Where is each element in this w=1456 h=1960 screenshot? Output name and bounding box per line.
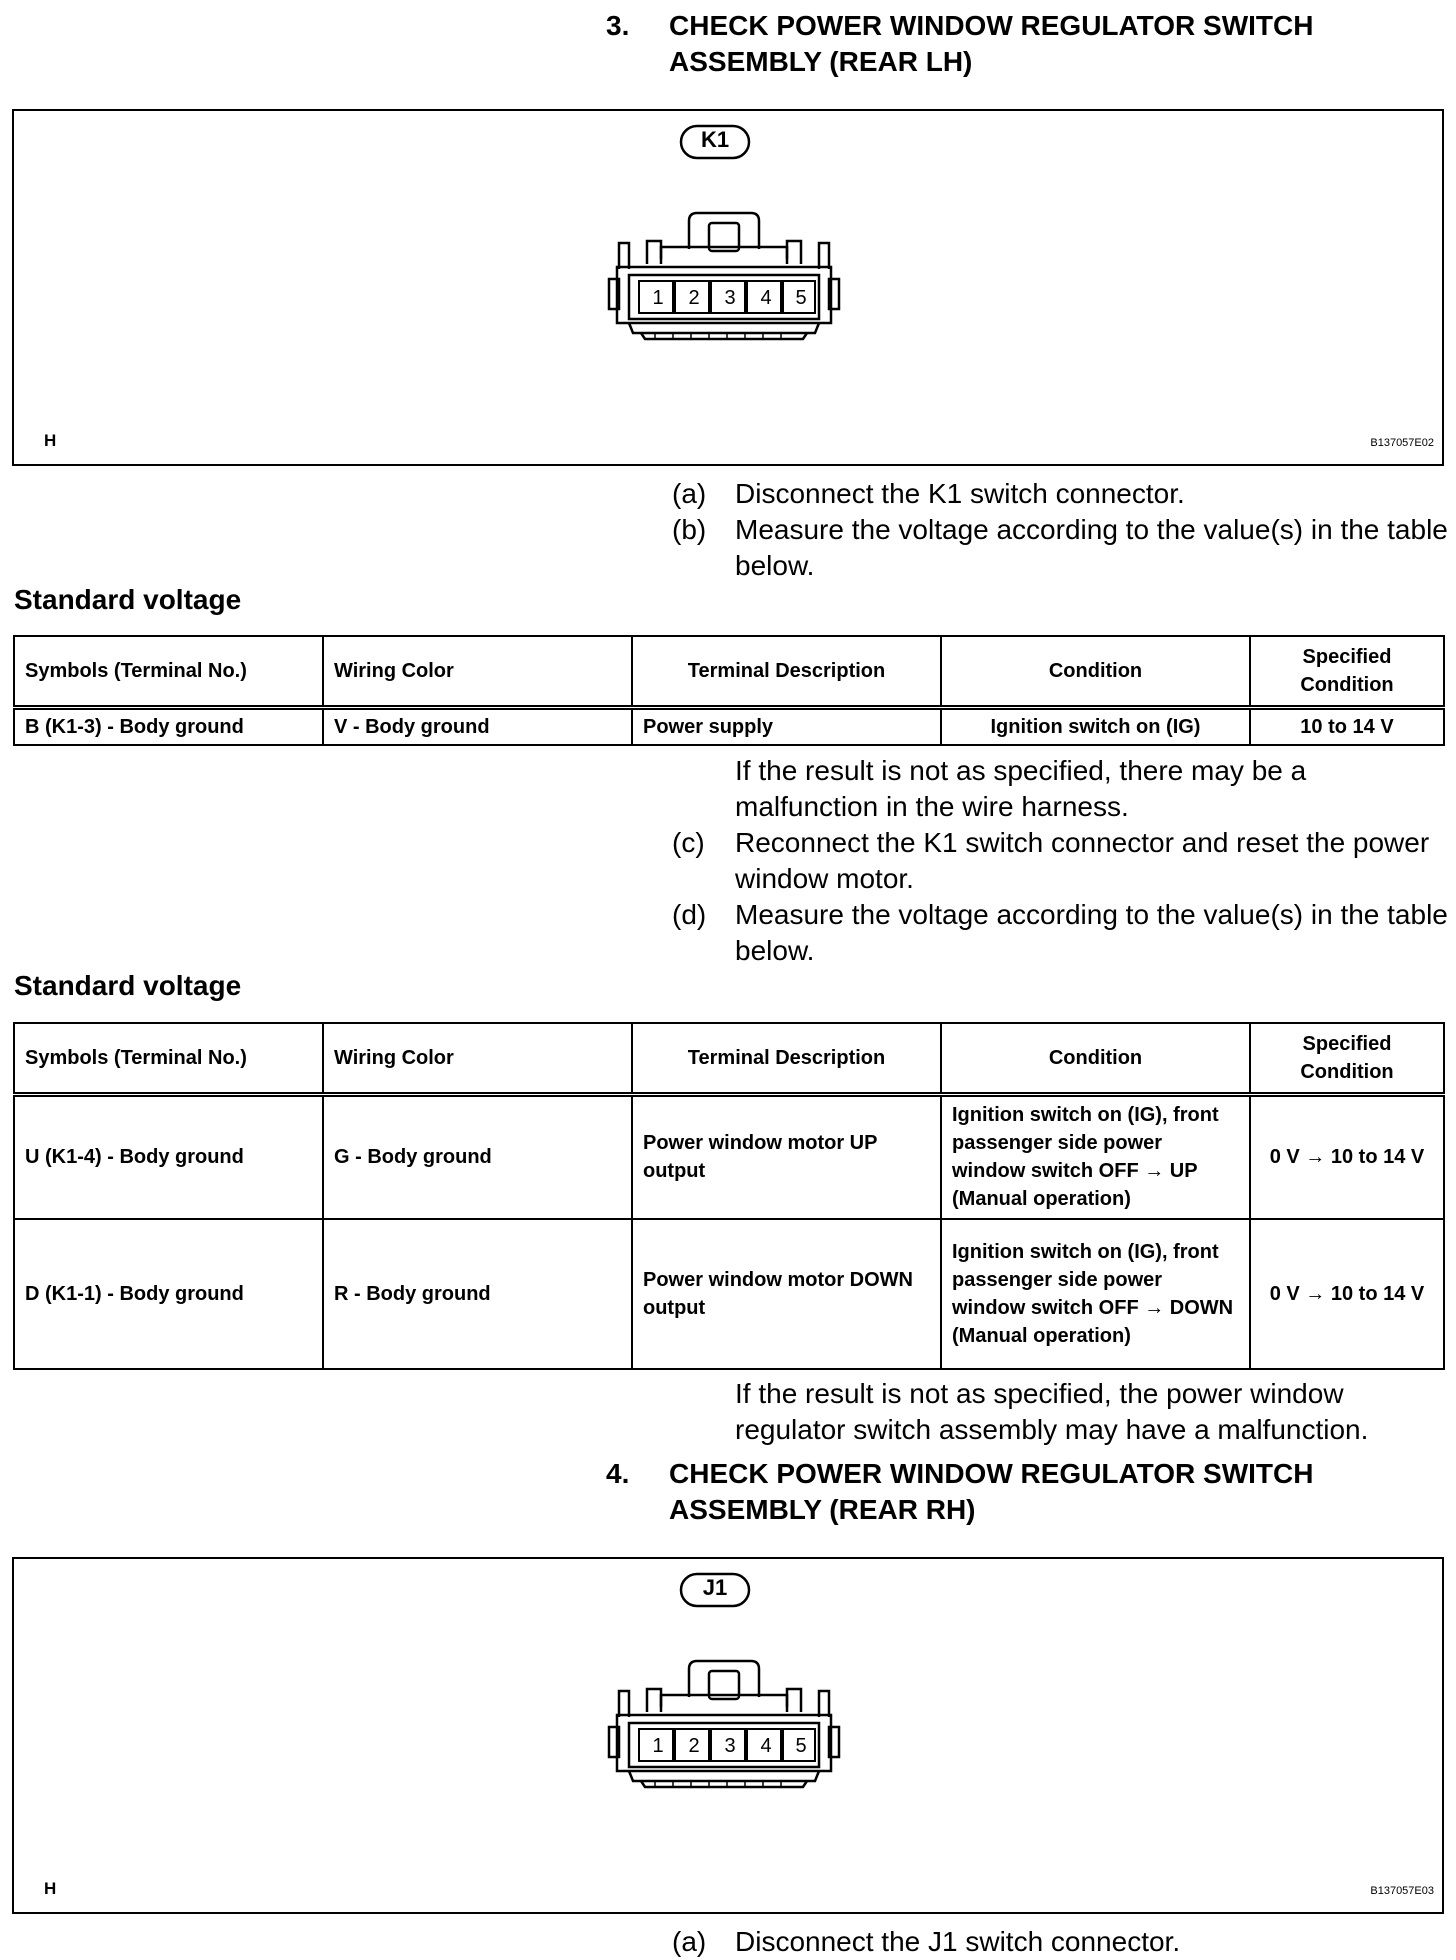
step-3-title xyxy=(606,8,1436,88)
table-header-cell: Specified Condition xyxy=(1250,1023,1444,1095)
table-cell: Power window motor DOWN output xyxy=(632,1219,941,1369)
instruction-letter: (b) xyxy=(672,514,707,545)
connector-figure-k1 xyxy=(12,109,1444,466)
table-header-row xyxy=(14,1023,1444,1095)
connector-id-label: J1 xyxy=(702,1575,728,1600)
note-1 xyxy=(672,753,1452,825)
step-title-text: CHECK POWER WINDOW REGULATOR SWITCH ASSEMBLY (REAR RH) xyxy=(669,1458,1314,1525)
standard-voltage-table-1 xyxy=(13,635,1445,746)
table-cell: U (K1-4) - Body ground xyxy=(14,1095,323,1219)
instruction-a xyxy=(672,476,1452,512)
note-2 xyxy=(672,1376,1456,1448)
pin-label: 3 xyxy=(724,287,736,309)
table-cell: D (K1-1) - Body ground xyxy=(14,1219,323,1369)
pin-label: 4 xyxy=(760,1735,772,1757)
table-2-heading: Standard voltage xyxy=(14,970,242,1001)
instruction-letter: (a) xyxy=(672,478,707,509)
pin-label: 4 xyxy=(760,287,772,309)
pin-label: 1 xyxy=(652,1735,664,1757)
step-title-text: CHECK POWER WINDOW REGULATOR SWITCH ASSEMBLY (REAR LH) xyxy=(669,10,1314,77)
table-cell: Power supply xyxy=(632,708,941,746)
table-row xyxy=(14,1219,1444,1369)
instruction-final xyxy=(672,1924,1452,1958)
pin-labels xyxy=(639,283,817,315)
instruction-letter: (c) xyxy=(672,827,705,858)
connector-id-label: K1 xyxy=(700,127,730,152)
table-cell: V - Body ground xyxy=(323,708,632,746)
table-cell: Ignition switch on (IG), front passenger side power window switch OFF → DOWN (Manual operation) xyxy=(941,1219,1250,1369)
table-header-cell: Terminal Description xyxy=(632,636,941,708)
table-header-cell: Specified Condition xyxy=(1250,636,1444,708)
instruction-c xyxy=(672,825,1452,897)
figure-side-label: H xyxy=(44,1879,57,1898)
pin-label: 1 xyxy=(652,287,664,309)
table-header-cell: Wiring Color xyxy=(323,1023,632,1095)
instruction-text: Reconnect the K1 switch connector and reset the power window motor. xyxy=(735,827,1430,894)
table-cell: G - Body ground xyxy=(323,1095,632,1219)
table-cell: Power window motor UP output xyxy=(632,1095,941,1219)
table-cell: 0 V → 10 to 14 V xyxy=(1250,1219,1444,1369)
instruction-letter: (d) xyxy=(672,899,707,930)
pin-label: 5 xyxy=(795,287,807,309)
figure-code: B137057E03 xyxy=(1370,1885,1434,1897)
step-4-title xyxy=(606,1456,1436,1536)
table-cell: B (K1-3) - Body ground xyxy=(14,708,323,746)
table-header-cell: Condition xyxy=(941,636,1250,708)
table-cell: Ignition switch on (IG), front passenger side power window switch OFF → UP (Manual operation) xyxy=(941,1095,1250,1219)
connector-face-icon xyxy=(599,209,849,349)
table-header-cell: Symbols (Terminal No.) xyxy=(14,1023,323,1095)
pin-label: 5 xyxy=(795,1735,807,1757)
standard-voltage-table-2 xyxy=(13,1022,1445,1370)
instruction-letter: (a) xyxy=(672,1926,707,1957)
step-number: 4. xyxy=(606,1458,630,1489)
note-text: If the result is not as specified, the power window regulator switch assembly may have a malfunction. xyxy=(735,1378,1369,1445)
connector-face-icon xyxy=(599,1657,849,1797)
table-cell: R - Body ground xyxy=(323,1219,632,1369)
pin-labels xyxy=(639,1731,817,1763)
table-row xyxy=(14,1095,1444,1219)
pin-label: 2 xyxy=(688,287,700,309)
instruction-d xyxy=(672,897,1452,969)
instruction-text: Disconnect the J1 switch connector. xyxy=(735,1926,1181,1957)
table-cell: 10 to 14 V xyxy=(1250,708,1444,746)
instruction-text: Disconnect the K1 switch connector. xyxy=(735,478,1185,509)
connector-figure-j1 xyxy=(12,1557,1444,1914)
table-header-row xyxy=(14,636,1444,708)
instruction-text: Measure the voltage according to the value(s) in the table below. xyxy=(735,514,1448,581)
note-text: If the result is not as specified, there may be a malfunction in the wire harness. xyxy=(735,755,1307,822)
table-header-cell: Terminal Description xyxy=(632,1023,941,1095)
figure-side-label: H xyxy=(44,431,57,450)
table-header-cell: Symbols (Terminal No.) xyxy=(14,636,323,708)
figure-code: B137057E02 xyxy=(1370,437,1434,449)
table-cell: 0 V → 10 to 14 V xyxy=(1250,1095,1444,1219)
instruction-b xyxy=(672,512,1452,584)
instruction-text: Measure the voltage according to the value(s) in the table below. xyxy=(735,899,1448,966)
table-header-cell: Condition xyxy=(941,1023,1250,1095)
table-header-cell: Wiring Color xyxy=(323,636,632,708)
pin-label: 2 xyxy=(688,1735,700,1757)
table-cell: Ignition switch on (IG) xyxy=(941,708,1250,746)
step-number: 3. xyxy=(606,10,630,41)
table-row xyxy=(14,708,1444,746)
table-1-heading: Standard voltage xyxy=(14,584,242,615)
pin-label: 3 xyxy=(724,1735,736,1757)
